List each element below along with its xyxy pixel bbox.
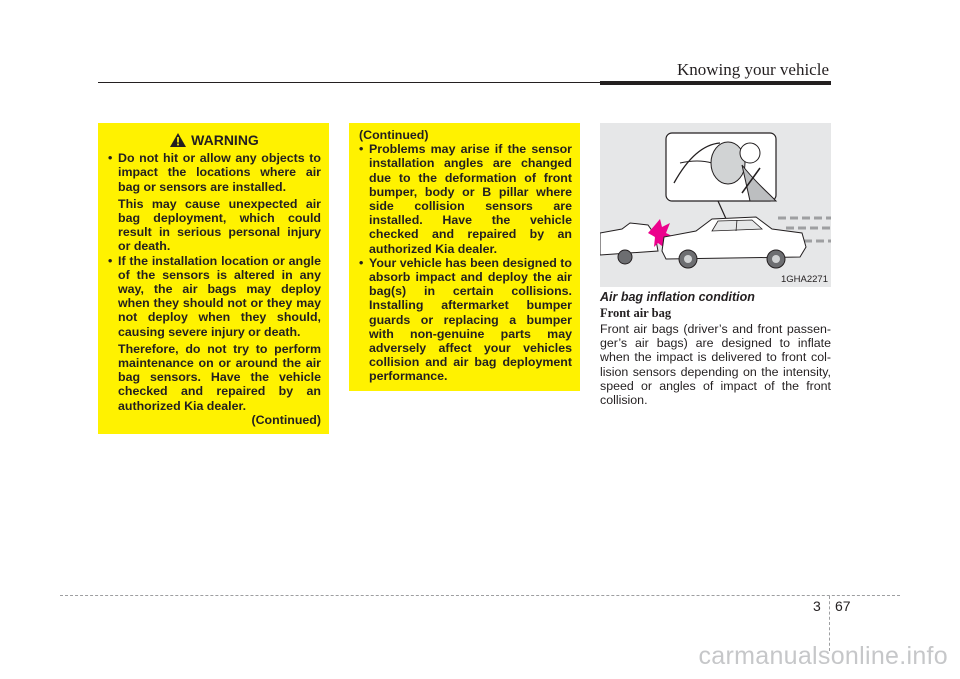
- continued-bullet-text: Your vehicle has been designed to absorb impact and deploy the air bag(s) in certain collisions. Installing aftermarket bumper guards or replacing a bumper with non-genuine parts may adversely affect your vehicles collision and air bag deployment performance.: [369, 255, 572, 384]
- chapter-number: 3: [813, 598, 821, 614]
- subheading: Front air bag: [600, 306, 672, 320]
- warning-bullet-text: Do not hit or allow any objects to impact the locations where air bag or sensors are installed.: [118, 151, 321, 194]
- watermark: carmanualsonline.info: [698, 642, 948, 670]
- warning-paragraph: Therefore, do not try to perform maintenance on or around the air bag sensors. Have the vehicle checked and repaired by an authorized Kia dealer.: [118, 341, 321, 413]
- warning-triangle-icon: [170, 133, 186, 147]
- warning-title: WARNING: [191, 132, 259, 148]
- section-title: Knowing your vehicle: [676, 60, 829, 79]
- body-paragraph: Front air bags (driver’s and front passen-ger’s air bags) are designed to inflate when the impact is delivered to front col-lision sensors depending on the intensity, speed or angles of impact of the front collision.: [600, 322, 831, 408]
- header-rule-accent: [600, 81, 831, 85]
- warning-bullet-text: If the installation location or angle of the sensors is altered in any way, the air bags may deploy when they should not or they may not deploy when they should, causing severe injury or death.: [118, 253, 321, 339]
- warning-bullet: • Do not hit or allow any objects to impact the locations where air bag or sensors are installed.: [108, 151, 321, 194]
- warning-paragraph: This may cause unexpected air bag deployment, which could result in serious personal injury or death.: [118, 196, 321, 254]
- continued-label: (Continued): [359, 128, 429, 142]
- continued-warning-box: [349, 123, 580, 391]
- warning-bullet: • If the installation location or angle of the sensors is altered in any way, the air bags may deploy when they should not or they may not deploy when they should, causing severe injury or death.: [108, 253, 321, 339]
- footer-rule: [60, 595, 900, 596]
- airbag-collision-illustration: [600, 123, 831, 287]
- warning-box: [98, 123, 329, 434]
- warning-heading: [108, 133, 321, 147]
- continued-note: (Continued): [251, 412, 321, 427]
- continued-bullet: • Problems may arise if the sensor installation angles are changed due to the deformation of front bumper, body or B pillar where side collision sensors are installed. Have the vehicle checked and repaired by an authorized Kia dealer.: [359, 142, 572, 256]
- continued-bullet: • Your vehicle has been designed to absorb impact and deploy the air bag(s) in certain collisions. Installing aftermarket bumper guards or replacing a bumper with non-genuine parts may adversely affect your vehicles collision and air bag deployment performance.: [359, 255, 572, 384]
- illustration-code: 1GHA2271: [780, 274, 828, 285]
- car-collision-airbag-illustration: [600, 123, 831, 287]
- caption: Air bag inflation condition: [600, 290, 755, 304]
- page-number: 67: [835, 598, 851, 614]
- continued-bullet-text: Problems may arise if the sensor installation angles are changed due to the deformation of front bumper, body or B pillar where side collision sensors are installed. Have the vehicle checked and repaired by an authorized Kia dealer.: [369, 142, 572, 256]
